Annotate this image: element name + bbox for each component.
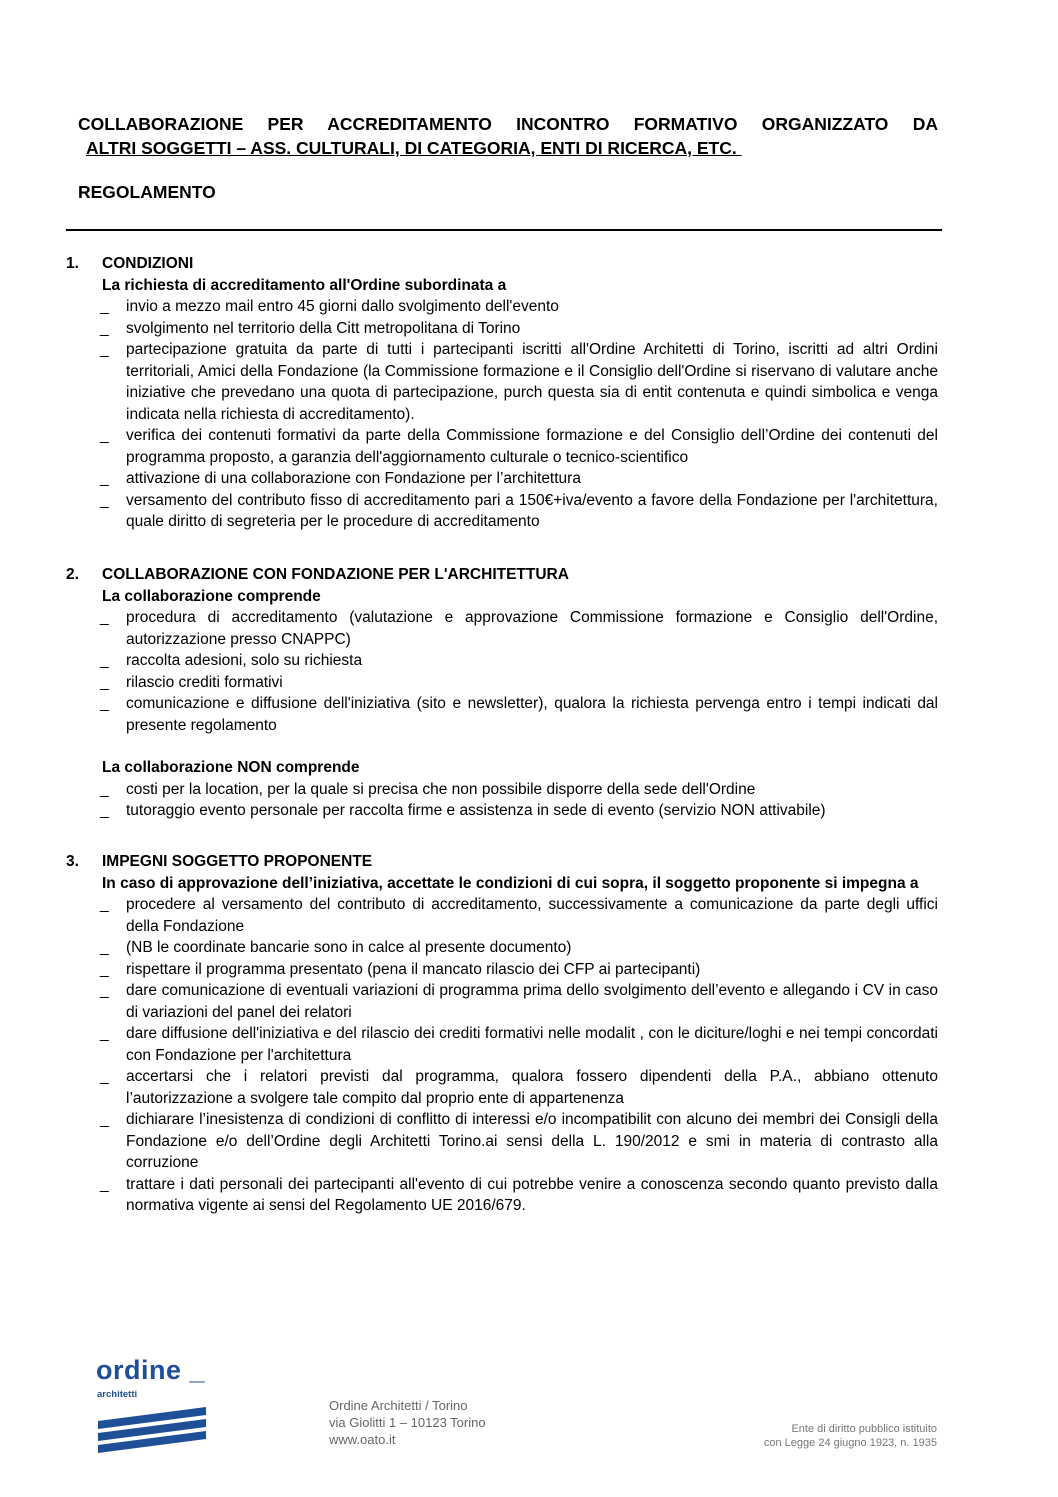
bullet-mark: _: [100, 802, 109, 819]
list-item: [102, 1023, 938, 1066]
list-item: [102, 959, 938, 981]
section-commitments: [66, 851, 938, 1217]
bullet-mark: _: [100, 470, 109, 487]
list-item-text: rilascio crediti formativi: [126, 673, 283, 691]
legal-line: con Legge 24 giugno 1923, n. 1935: [763, 1437, 937, 1449]
bullet-mark: _: [100, 298, 109, 315]
logo-wordmark: ordine _: [96, 1355, 206, 1385]
list-item: [102, 779, 938, 801]
section-number: 1.: [66, 255, 79, 272]
footer-address: [329, 1397, 486, 1448]
list-item: [102, 490, 938, 533]
section-subheading: La collaborazione comprende: [102, 587, 321, 605]
list-item-text: tutoraggio evento personale per raccolta firme e assistenza in sede di evento (servizio NON attivabile): [126, 802, 826, 819]
logo-subtitle: architetti: [97, 1389, 138, 1400]
list-item-text: trattare i dati personali dei partecipanti all'evento di cui potrebbe venire a conoscenza secondo quanto previsto dalla normativa vigente ai sensi del Regolamento UE 2016/679.: [126, 1175, 938, 1214]
list-item: [102, 650, 938, 672]
bullet-mark: _: [100, 896, 109, 913]
commitment-list: [102, 894, 938, 1217]
list-item-text: accertarsi che i relatori previsti dal programma, qualora fossero dipendenti della P.A., abbiano ottenuto l’autorizzazione a svolgere tale compito dal proprio ente di appartenenza: [126, 1068, 938, 1107]
website-link[interactable]: www.oato.it: [329, 1432, 396, 1447]
bullet-mark: _: [100, 780, 109, 798]
list-item: [102, 318, 938, 340]
section-heading: [66, 253, 938, 275]
bullet-mark: _: [100, 939, 109, 956]
bullet-mark: _: [100, 673, 109, 691]
list-item: [102, 894, 938, 937]
list-item: [102, 425, 938, 468]
document-subtitle: REGOLAMENTO: [78, 182, 216, 202]
included-list: [102, 607, 938, 736]
section-heading: [66, 851, 938, 873]
document-title: COLLABORAZIONE PER ACCREDITAMENTO INCONTRO FORMATIVO ORGANIZZATO DA: [78, 114, 938, 134]
list-item: [102, 693, 938, 736]
list-item-text: procedere al versamento del contributo di accreditamento, successivamente a comunicazione da parte degli uffici della Fondazione: [126, 896, 938, 935]
list-item: [102, 1174, 938, 1217]
address-line: via Giolitti 1 – 10123 Torino: [329, 1415, 486, 1430]
bullet-mark: _: [100, 491, 109, 509]
bullet-mark: _: [100, 609, 109, 626]
footer-legal-note: [764, 1422, 937, 1450]
bullet-mark: _: [100, 1068, 109, 1085]
list-item: [102, 980, 938, 1023]
list-item-text: partecipazione gratuita da parte di tutti i partecipanti iscritti all'Ordine Architetti di Torino, iscritti ad altri Ordini territoriali, Amici della Fondazione (la Commissione formazione e il Consiglio dell'Ordine si riservano di valutare anche iniziative che prevedano una quota di partecipazione, purch questa sia di entit contenuta e quindi simbolica e venga indicata nella richiesta di accreditamento).: [126, 341, 938, 423]
section-collaboration: [66, 564, 938, 822]
section-title: COLLABORAZIONE CON FONDAZIONE PER L'ARCHITETTURA: [102, 566, 569, 583]
list-item: [102, 296, 938, 318]
list-item-text: versamento del contributo fisso di accreditamento pari a 150€+iva/evento a favore della Fondazione per l'architettura, quale diritto di segreteria per le procedure di accreditamento: [126, 491, 938, 530]
list-item-text: dare diffusione dell'iniziativa e del rilascio dei crediti formativi nelle modalit , con le diciture/loghi e nei tempi concordati con Fondazione per l'architettura: [126, 1025, 938, 1064]
condition-list: [102, 296, 938, 533]
section-number: 2.: [66, 566, 79, 583]
bullet-mark: _: [100, 1175, 109, 1193]
section-subheading: In caso di approvazione dell’iniziativa, accettate le condizioni di cui sopra, il soggetto proponente si impegna a: [102, 874, 919, 892]
list-item-text: dichiarare l’inesistenza di condizioni di conflitto di interessi e/o incompatibilit con alcuno dei membri dei Consigli della Fondazione e/o dell’Ordine degli Architetti Torino.ai sensi della L. 190/2012 e smi in materia di contrasto alla corruzione: [126, 1111, 938, 1171]
section-title: CONDIZIONI: [102, 255, 194, 272]
list-item-text: svolgimento nel territorio della Citt metropolitana di Torino: [126, 319, 521, 337]
section-title: IMPEGNI SOGGETTO PROPONENTE: [102, 853, 373, 870]
bullet-mark: _: [100, 427, 109, 444]
list-item-text: comunicazione e diffusione dell'iniziativa (sito e newsletter), qualora la richiesta pervenga entro i tempi indicati dal presente regolamento: [126, 695, 938, 734]
bullet-mark: _: [100, 960, 109, 978]
legal-line: Ente di diritto pubblico istituito: [791, 1423, 937, 1435]
bullet-mark: _: [100, 1025, 109, 1042]
list-item: [102, 607, 938, 650]
document-title-line2: ALTRI SOGGETTI – ASS. CULTURALI, DI CATEGORIA, ENTI DI RICERCA, ETC.: [86, 138, 742, 158]
section-subheading: La richiesta di accreditamento all'Ordine subordinata a: [102, 276, 507, 294]
logo-emblem-icon: [96, 1407, 208, 1455]
excluded-list: [102, 779, 938, 822]
bullet-mark: _: [100, 341, 109, 358]
list-item-text: costi per la location, per la quale si precisa che non possibile disporre della sede dell'Ordine: [126, 780, 756, 798]
bullet-mark: _: [100, 695, 109, 712]
list-item: [102, 672, 938, 694]
bullet-mark: _: [100, 1111, 109, 1128]
list-item-text: verifica dei contenuti formativi da parte della Commissione formazione e del Consiglio dell’Ordine dei contenuti del programma proposto, a garanzia dell'aggiornamento culturale o tecnico-scientifico: [126, 427, 938, 466]
list-item-text: raccolta adesioni, solo su richiesta: [126, 652, 363, 669]
list-item-text: attivazione di una collaborazione con Fondazione per l’architettura: [126, 470, 581, 487]
ordine-architetti-logo: [96, 1355, 211, 1455]
list-item: [102, 468, 938, 490]
bullet-mark: _: [100, 982, 109, 999]
bullet-mark: _: [100, 652, 109, 669]
list-item: [102, 1066, 938, 1109]
list-item-text: rispettare il programma presentato (pena il mancato rilascio dei CFP ai partecipanti): [126, 960, 701, 978]
list-item-text: invio a mezzo mail entro 45 giorni dallo svolgimento dell'evento: [126, 298, 559, 315]
list-item-text: procedura di accreditamento (valutazione e approvazione Commissione formazione e Consiglio dell'Ordine, autorizzazione presso CNAPPC): [126, 609, 938, 648]
list-item: [102, 339, 938, 425]
list-item-text: (NB le coordinate bancarie sono in calce al presente documento): [126, 939, 572, 956]
bullet-mark: _: [100, 319, 109, 337]
section-number: 3.: [66, 853, 79, 870]
list-item-text: dare comunicazione di eventuali variazioni di programma prima dello svolgimento dell’evento e allegando i CV in caso di variazioni del panel dei relatori: [126, 982, 938, 1021]
header-divider: [66, 229, 942, 231]
list-item: [102, 1109, 938, 1174]
section-heading: [66, 564, 938, 586]
section-conditions: [66, 253, 938, 533]
section-subheading-excluded: La collaborazione NON comprende: [102, 759, 360, 776]
list-item: [102, 800, 938, 822]
list-item: [102, 937, 938, 959]
address-line: Ordine Architetti / Torino: [329, 1398, 468, 1413]
